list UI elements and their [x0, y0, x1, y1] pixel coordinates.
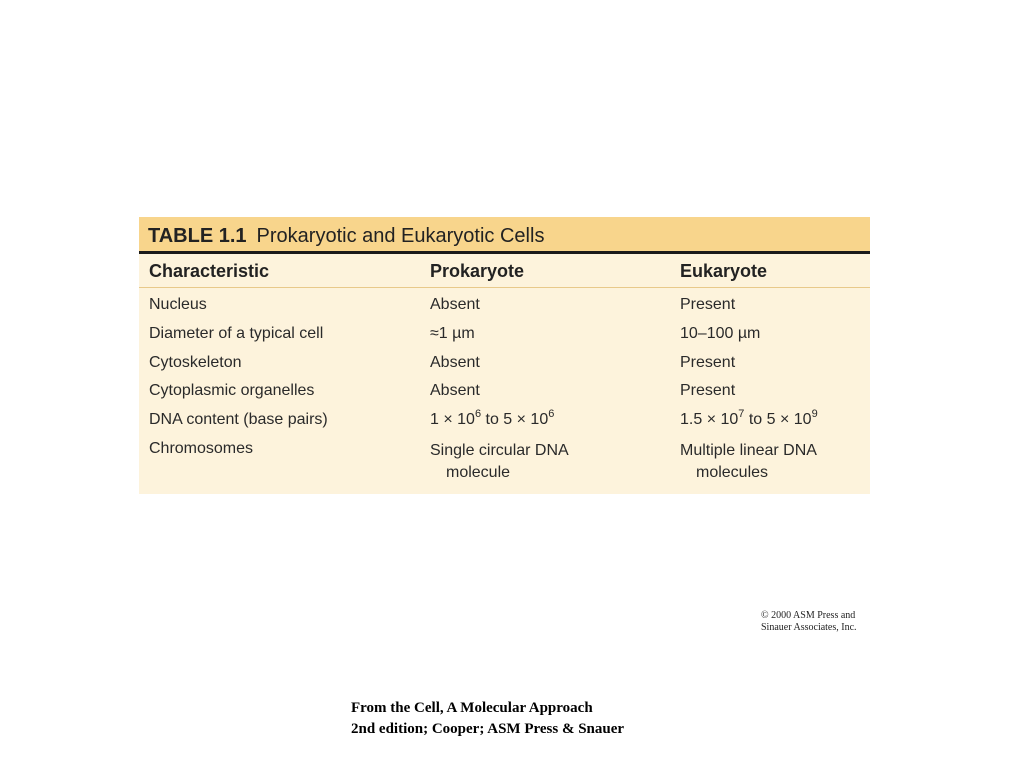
value-base: 1.5 × 10 [680, 411, 739, 428]
table-title: Prokaryotic and Eukaryotic Cells [256, 225, 545, 247]
value-exponent: 9 [811, 408, 818, 420]
table-header-row [139, 254, 870, 288]
value-exponent: 6 [548, 408, 555, 420]
cell-eukaryote: Present [680, 382, 736, 399]
copyright-notice [761, 610, 857, 634]
cell-characteristic: Cytoskeleton [149, 354, 242, 371]
cell-prokaryote: Absent [430, 296, 480, 313]
cell-prokaryote [430, 440, 569, 484]
cell-line: Single circular DNA [430, 442, 569, 459]
cell-eukaryote: Present [680, 354, 736, 371]
data-table [139, 217, 870, 494]
value-range: to 5 × 10 [481, 411, 549, 428]
value-base: 1 × 10 [430, 411, 475, 428]
source-line: From the Cell, A Molecular Approach [351, 700, 593, 716]
cell-prokaryote [430, 408, 555, 429]
copyright-line: Sinauer Associates, Inc. [761, 622, 857, 633]
source-line: 2nd edition; Cooper; ASM Press & Snauer [351, 721, 625, 737]
cell-prokaryote: Absent [430, 354, 480, 371]
cell-characteristic: DNA content (base pairs) [149, 411, 328, 428]
cell-line-continued: molecule [446, 464, 511, 481]
value-exponent: 6 [474, 408, 482, 420]
cell-prokaryote: Absent [430, 382, 480, 399]
cell-prokaryote: ≈1 µm [430, 325, 475, 342]
cell-eukaryote: 10–100 µm [680, 325, 761, 342]
column-header-eukaryote: Eukaryote [680, 261, 768, 281]
column-header-prokaryote: Prokaryote [430, 261, 525, 281]
value-exponent: 7 [738, 408, 745, 420]
cell-eukaryote: Present [680, 296, 736, 313]
copyright-line: © 2000 ASM Press and [761, 610, 856, 621]
cell-characteristic: Nucleus [149, 296, 207, 313]
cell-characteristic: Chromosomes [149, 440, 254, 457]
value-range: to 5 × 10 [744, 411, 812, 428]
cell-eukaryote [680, 440, 817, 484]
cell-characteristic: Diameter of a typical cell [149, 325, 324, 342]
cell-line-continued: molecules [696, 464, 769, 481]
cell-line: Multiple linear DNA [680, 442, 817, 459]
cell-characteristic: Cytoplasmic organelles [149, 382, 315, 399]
cell-eukaryote [680, 408, 818, 429]
source-citation [351, 698, 624, 740]
table-number: TABLE 1.1 [148, 225, 247, 247]
table-title-bar [139, 217, 870, 254]
column-header-characteristic: Characteristic [149, 261, 270, 281]
